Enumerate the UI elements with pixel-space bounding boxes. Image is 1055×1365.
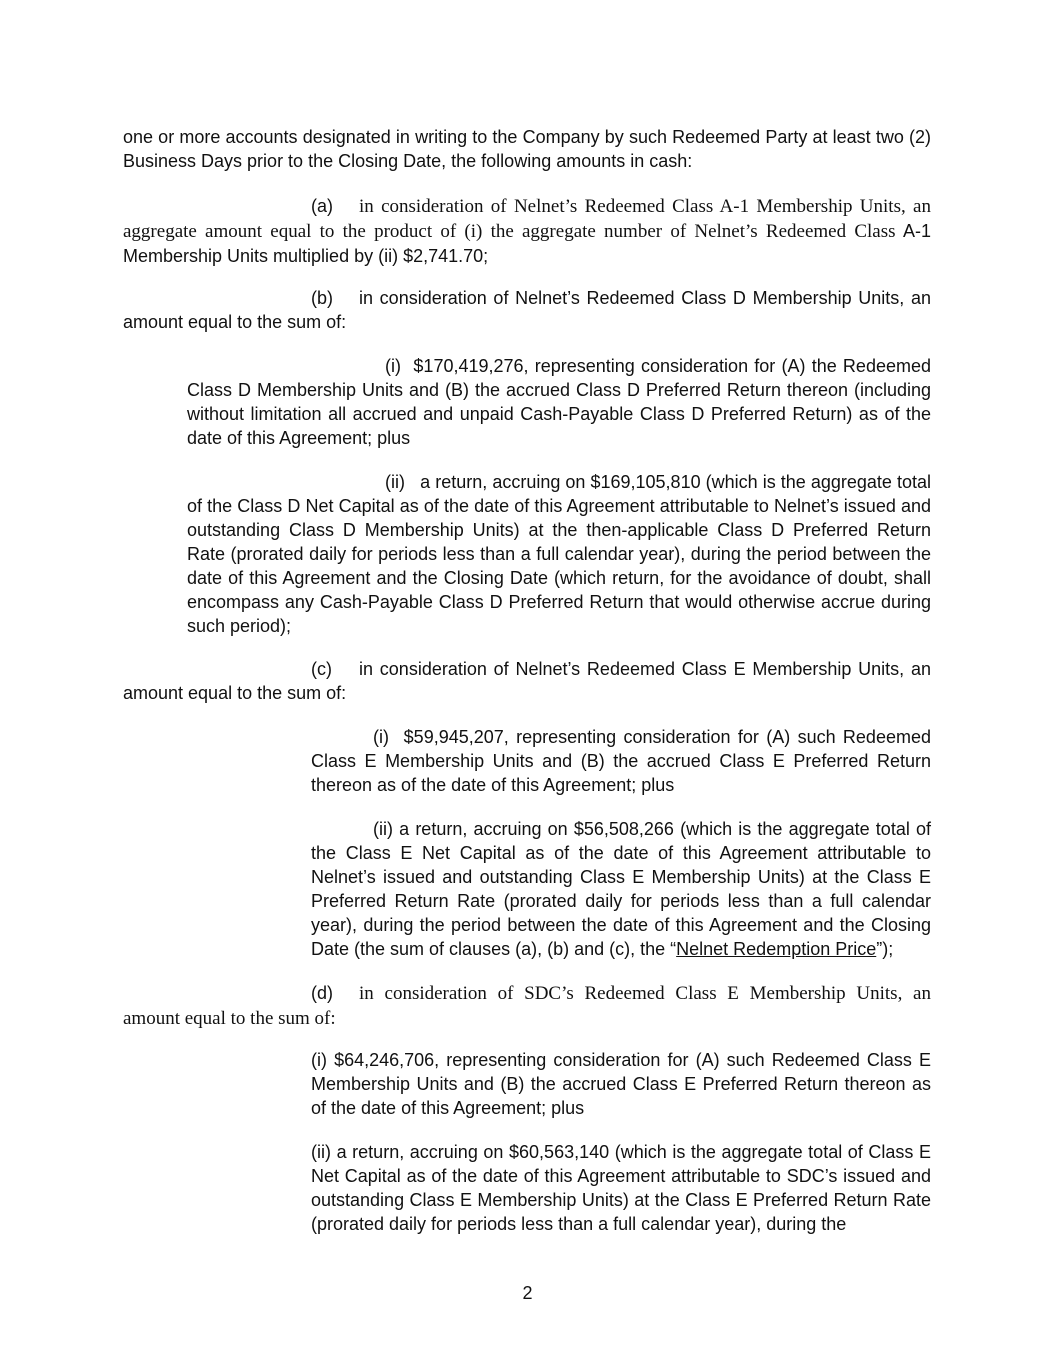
clause-c-i (311, 725, 931, 797)
clause-b (123, 286, 931, 334)
page-number: 2 (522, 1283, 533, 1303)
clause-b-i-text: $170,419,276, representing consideration for (A) the Redeemed Class D Membership Units and (B) the accrued Class D Preferred Return thereon (including without limitation all accrued and unpaid Cash-Payable Class D Preferred Return) as of the date of this Agreement; plus (187, 356, 931, 448)
clause-c-ii (311, 817, 931, 961)
clause-d (123, 981, 931, 1031)
clause-a-text-pre: in consideration of Nelnet’s Redeemed Class A-1 Membership Units, an aggregate amount equal to the product of (i) (123, 196, 931, 242)
clause-b-i (187, 354, 931, 450)
defined-term-nelnet-redemption-price: Nelnet Redemption Price (676, 939, 877, 959)
clause-c-i-text: $59,945,207, representing consideration for (A) such Redeemed Class E Membership Units and (B) the accrued Class E Preferred Return thereon as of the date of this Agreement; plus (311, 727, 931, 795)
clause-b-i-label: (i) (385, 356, 401, 376)
clause-d-label: (d) (311, 983, 333, 1003)
clause-a (123, 194, 931, 268)
clause-b-ii-text: a return, accruing on $169,105,810 (which is the aggregate total of the Class D Net Capital as of the date of this Agreement attributable to Nelnet’s issued and outstanding Class D Membership Units) at the then-applicable Class D Preferred Return Rate (prorated daily for periods less than a full calendar year), during the period between the date of this Agreement and the Closing Date (which return, for the avoidance of doubt, shall encompass any Cash-Payable Class D Preferred Return that would otherwise accrue during such period); (187, 472, 931, 636)
clause-a-text-post: A-1 Membership Units multiplied by (ii) $2,741.70; (123, 221, 931, 266)
clause-c-ii-text-post: ”); (876, 939, 894, 959)
clause-b-ii-label: (ii) (385, 472, 405, 492)
clause-d-i: (i) $64,246,706, representing consideration for (A) such Redeemed Class E Membership Units and (B) the accrued Class E Preferred Return thereon as of the date of this Agreement; plus (311, 1050, 931, 1118)
intro-paragraph: one or more accounts designated in writing to the Company by such Redeemed Party at least two (2) Business Days prior to the Closing Date, the following amounts in cash: (123, 127, 931, 171)
clause-c-text: in consideration of Nelnet’s Redeemed Class E Membership Units, an amount equal to the sum of: (123, 659, 931, 703)
clause-c-i-label: (i) (373, 727, 389, 747)
clause-d-text: in consideration of SDC’s Redeemed Class E Membership Units, an amount equal to the sum of: (123, 983, 931, 1029)
clause-c-ii-text-pre: a return, accruing on $56,508,266 (which is the aggregate total of the Class E Net Capital as of the date of this Agreement attributable to Nelnet’s issued and outstanding Class E Membership Units) at the Class E Preferred Return Rate (prorated daily for periods less than a full calendar year), during the period between the date of this Agreement and the Closing Date (the sum of clauses (a), (b) and (c), the “ (311, 819, 931, 959)
clause-d-ii: (ii) a return, accruing on $60,563,140 (which is the aggregate total of Class E Net Capital as of the date of this Agreement attributable to SDC’s issued and outstanding Class E Membership Units) at the Class E Preferred Return Rate (prorated daily for periods less than a full calendar year), during the (311, 1142, 931, 1234)
clause-c (123, 657, 931, 705)
clause-b-text: in consideration of Nelnet’s Redeemed Class D Membership Units, an amount equal to the sum of: (123, 288, 931, 332)
clause-a-text-mid: the aggregate number of Nelnet’s Redeemed Class (490, 221, 896, 242)
clause-a-label: (a) (311, 196, 333, 216)
clause-b-label: (b) (311, 288, 333, 308)
clause-b-ii (187, 470, 931, 638)
clause-c-ii-label: (ii) (373, 819, 393, 839)
clause-c-label: (c) (311, 659, 332, 679)
